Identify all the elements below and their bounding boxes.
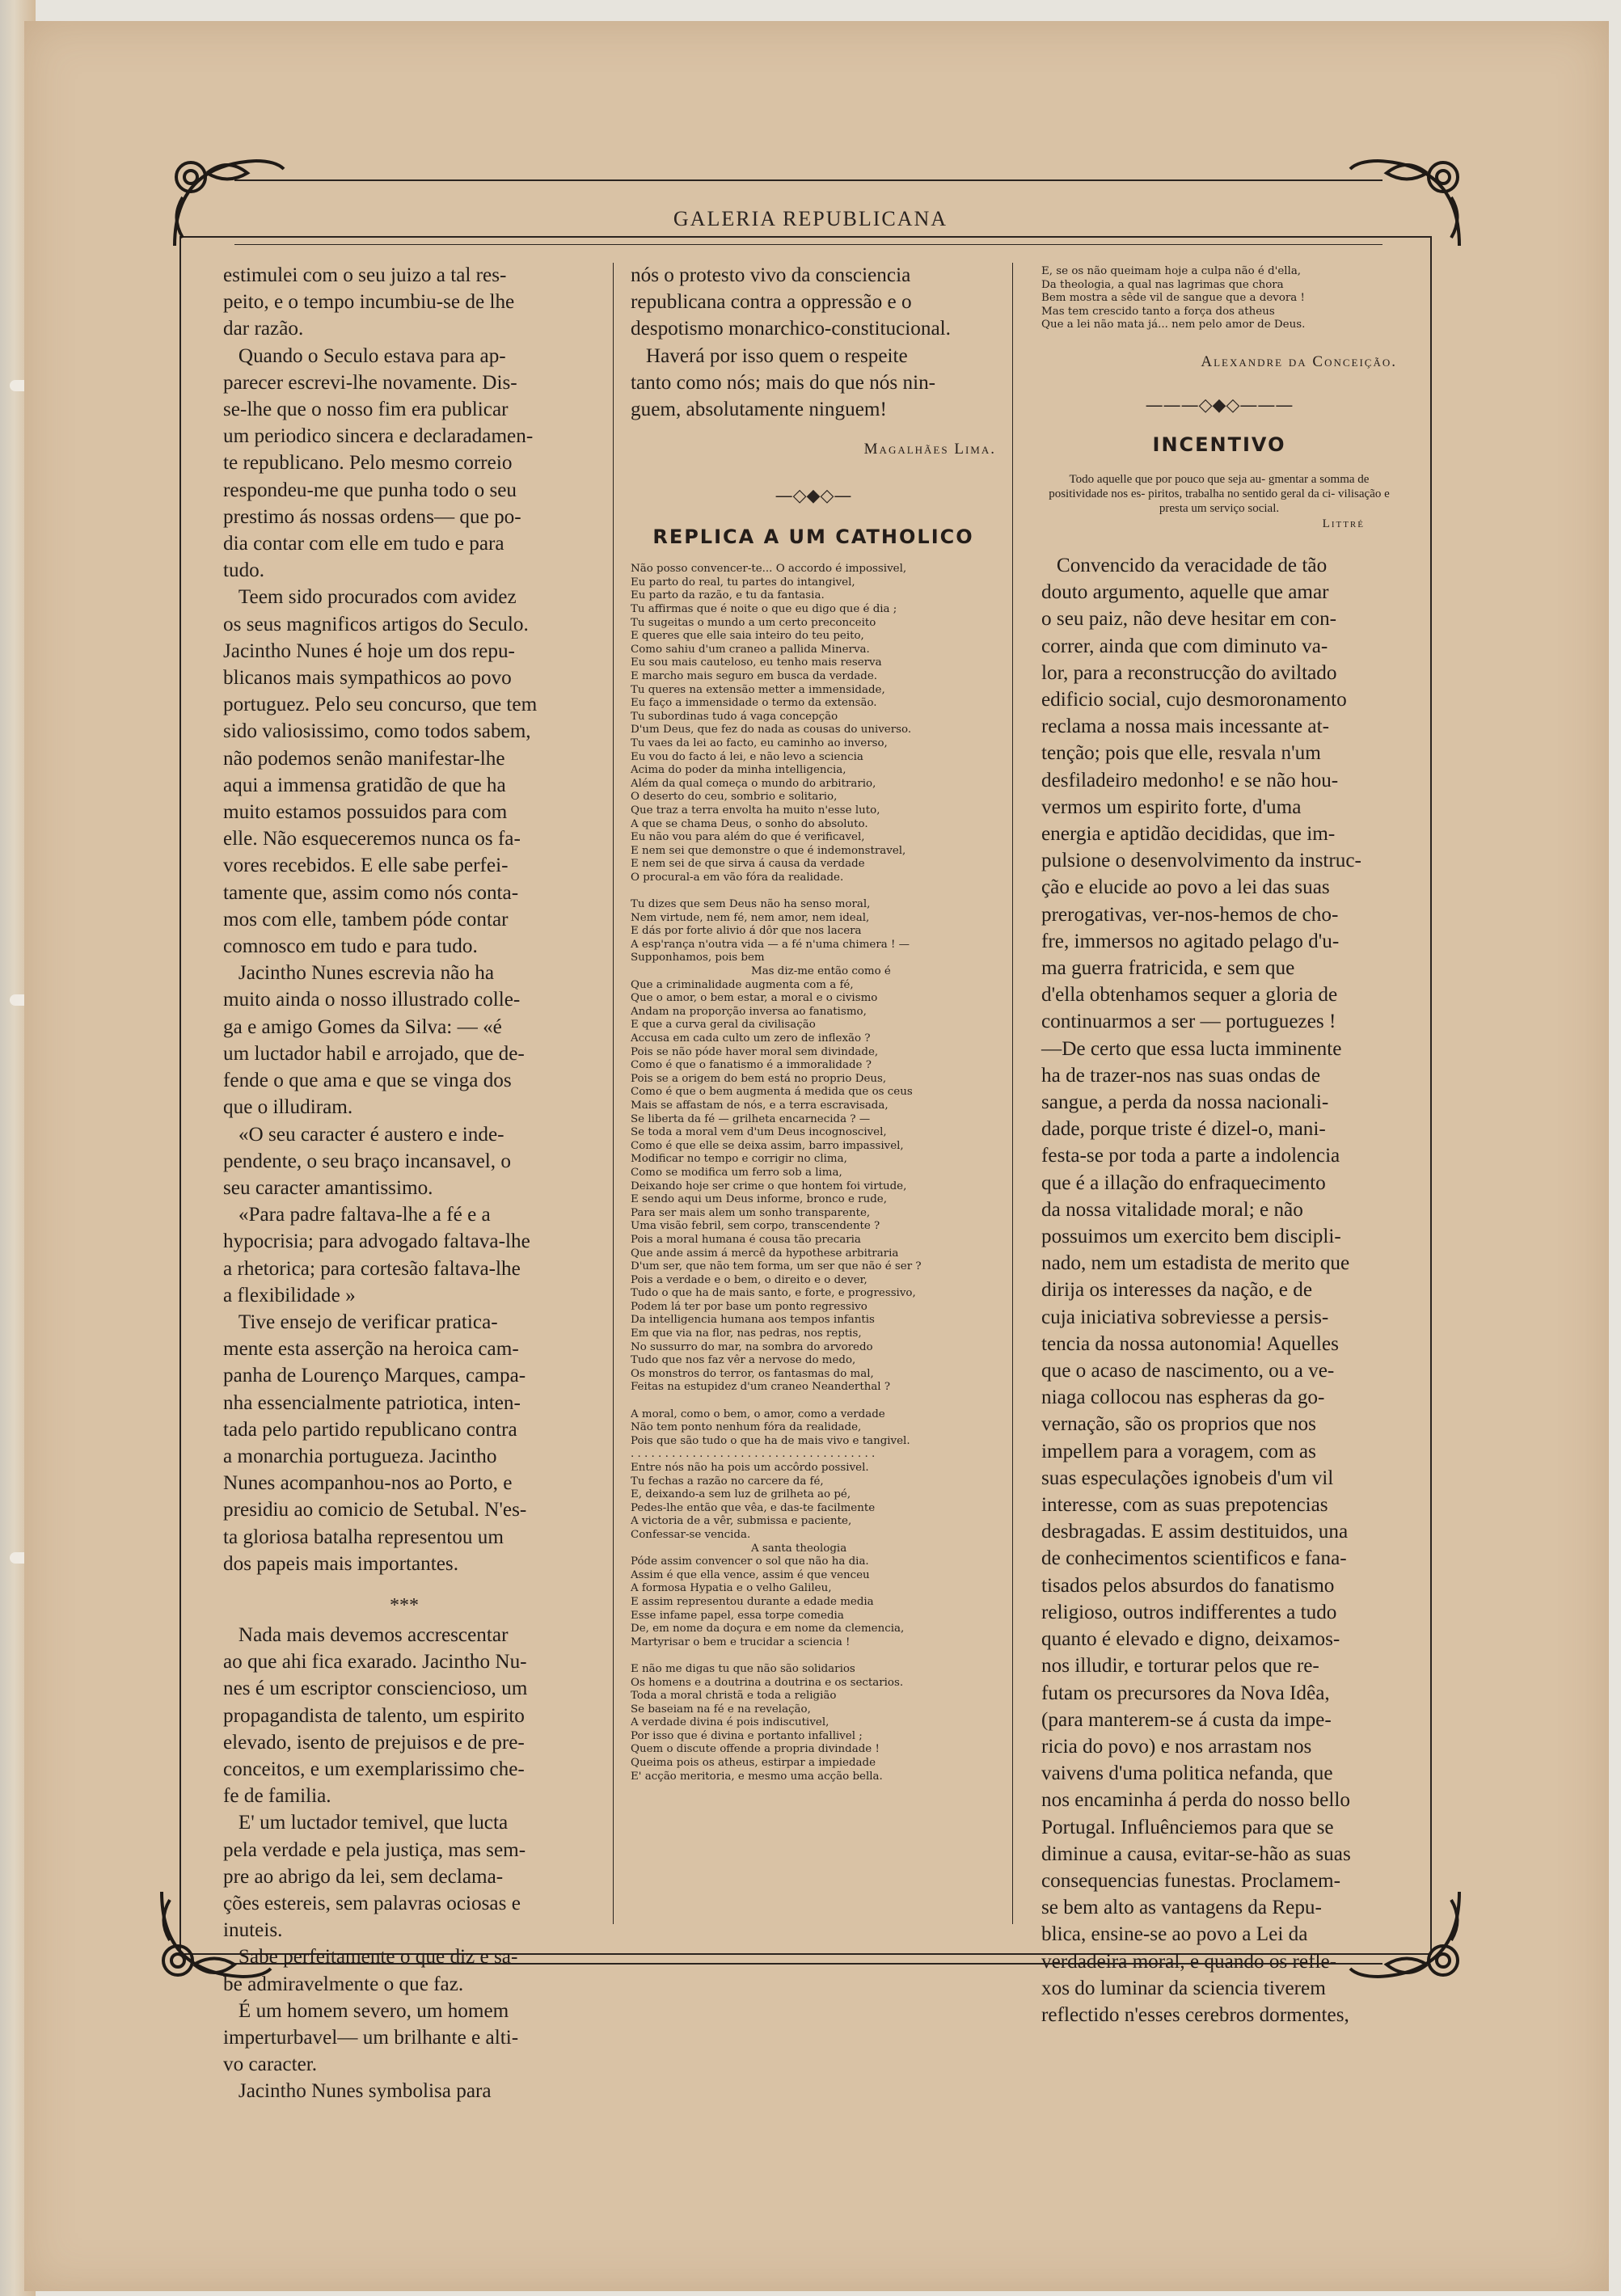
corner-ornament-icon xyxy=(1346,141,1475,262)
column-3 xyxy=(1041,265,1397,2028)
section-title: INCENTIVO xyxy=(1152,433,1286,456)
author-signature: Magalhães Lima. xyxy=(863,441,996,458)
article-text: estimulei com o seu juizo a tal res- peito, e o tempo incumbiu-se de lhe dar razão. Quando o Seculo estava para ap- parecer escrevi-lhe novamente. Dis- se-lhe que o nosso fim era publicar um periodico sincera e declaradamen- te republicano. Pelo mesmo correio respondeu-me que punha todo o seu prestimo ás nossas ordens— que po- dia contar com elle em tudo e para tudo. Teem sido procurados com avidez os seus magnificos artigos do Seculo. Jacintho Nunes é hoje um dos repu- blicanos mais sympathicos ao povo portuguez. Pelo seu concurso, que tem sido valiosissimo, como todos sabem, não podemos senão manifestar-lhe aqui a immensa gratidão de que ha muito estamos possuidos para com elle. Não esqueceremos nunca os fa- vores recebidos. E elle sabe perfei- tamente que, assim como nós conta- mos com elle, tambem póde contar comnosco em tudo e para tudo. Jacintho Nunes escrevia não ha muito ainda o nosso illustrado colle- ga e amigo Gomes da Silva: — «é um luctador habil e arrojado, que de- fende o que ama e que se vinga dos que o illudiram. «O seu caracter é austero e inde- pendente, o seu braço incansavel, o seu caracter amantissimo. «Para padre faltava-lhe a fé e a hypocrisia; para advogado faltava-lhe a rhetorica; para cortesão faltava-lhe a flexibilidade » Tive ensejo de verificar pratica- mente esta asserção na heroica cam- panha de Lourenço Marques, campa- nha essencialmente patriotica, inten- tada pelo partido republicano contra a monarchia portugueza. Jacintho Nunes acompanhou-nos ao Porto, e presidiu ao comicio de Setubal. N'es- ta gloriosa batalha representou um dos papeis mais importantes. xyxy=(223,264,538,1575)
author-signature: Alexandre da Conceição. xyxy=(1201,352,1397,370)
section-break: *** xyxy=(390,1594,419,1616)
flourish-divider-icon: ———◇◆◇——— xyxy=(1145,395,1294,416)
column-divider xyxy=(1012,263,1013,1924)
running-header: GALERIA REPUBLICANA xyxy=(673,207,948,230)
corner-ornament-icon xyxy=(158,141,288,262)
column-1 xyxy=(223,262,585,2105)
flourish-divider-icon: —◇◆◇— xyxy=(775,486,852,507)
poem-text: E, se os não queimam hoje a culpa não é d'ella, Da theologia, a qual nas lagrimas que chora Bem mostra a sêde vil de sangue que a devora ! Mas tem crescido tanto a força dos atheus Que a lei não mata já... nem pelo amor de Deus. xyxy=(1041,265,1306,331)
column-divider xyxy=(613,263,614,1924)
article-text: nós o protesto vivo da consciencia republicana contra a oppressão e o despotismo monarchico-constitucional. Haverá por isso quem o respeite tanto como nós; mais do que nós nin- guem, absolutamente ninguem! xyxy=(631,264,951,421)
epigraph: Todo aquelle que por pouco que seja au- gmentar a somma de positividade nos es- piritos, trabalha no sentido geral da ci- vilisação e presta um serviço social. xyxy=(1049,472,1390,515)
article-text: Nada mais devemos accrescentar ao que ahi fica exarado. Jacintho Nu- nes é um escriptor consciencioso, um propagandista de talento, um espirito elevado, isento de prejuisos e de pre- conceitos, e um exemplarissimo che- fe de familia. E' um luctador temivel, que lucta pela verdade e pela justiça, mas sem- pre ao abrigo da lei, sem declama- ções estereis, sem palavras ociosas e inuteis. Sabe perfeitamente o que diz e sa- be admiravelmente o que faz. É um homem severo, um homem imperturbavel— um brilhante e alti- vo caracter. Jacintho Nunes symbolisa para xyxy=(223,1623,528,2103)
column-2 xyxy=(631,262,996,1783)
epigraph-author: Littré xyxy=(1322,517,1365,530)
poem-text: Não posso convencer-te... O accordo é impossivel, Eu parto do real, tu partes do intangivel, Eu parto da razão, e tu da fantasia. Tu affirmas que é noite o que eu digo que é dia ; Tu sugeitas o mundo a um certo preconceito E queres que elle saia inteiro do teu peito, Como sahiu d'um craneo a pallida Minerva. Eu sou mais cauteloso, eu tenho mais reserva E marcho mais seguro em busca da verdade. Tu queres na extensão metter a immensidade, Eu faço a immensidade o termo da extensão. Tu subordinas tudo á vaga concepção D'um Deus, que fez do nada as cousas do universo. Tu vaes da lei ao facto, eu caminho ao inverso, Eu vou do facto á lei, e não levo a sciencia Acima do poder da minha intelligencia, Além da qual começa o mundo do arbitrario, O deserto do ceu, sombrio e solitario, Que traz a terra envolta ha muito n'esse luto, A que se chama Deus, o sonho do absoluto. Eu não vou para além do que é verificavel, E nem sei que demonstre o que é indemonstravel, E nem sei de que sirva á causa da verdade O procural-a em vão fóra da realidade. Tu dizes que sem Deus não ha senso moral, Nem virtude, nem fé, nem amor, nem ideal, E dás por forte alivio á dôr que nos lacera A esp'rança n'outra vida — a fé n'uma chimera ! — Supponhamos, pois bem Mas diz-me então como é Que a criminalidade augmenta com a fé, Que o amor, o bem estar, a moral e o civismo Andam na proporção inversa ao fanatismo, E que a curva geral da civilisação Accusa em cada culto um zero de inflexão ? Pois se não póde haver moral sem divindade, Como é que o fanatismo é a immoralidade ? Pois se a origem do bem está no proprio Deus, Como é que o bem augmenta á medida que os ceus Mais se affastam de nós, e a terra escravisada, Se liberta da fé — grilheta encarnecida ? — Se toda a moral vem d'um Deus incognoscivel, Como é que elle se deixa assim, barro impassivel, Modificar no tempo e corrigir no clima, Como se modifica um ferro sob a lima, Deixando hoje ser crime o que hontem foi virtude, E sendo aqui um Deus informe, bronco e rude, Para ser mais alem um sonho transparente, Uma visão febril, sem corpo, transcendente ? Pois a moral humana é cousa tão precaria Que ande assim á mercê da hypothese arbitraria D'um ser, que não tem forma, um ser que não é ser ? Pois a verdade e o bem, o direito e o dever, Tudo o que ha de mais santo, e forte, e progressivo, Podem lá ter por base um ponto regressivo Da intelligencia humana aos tempos infantis Em que via na flor, nas pedras, nos reptis, No sussurro do mar, na sombra do arvoredo Tudo que nos faz vêr a nervose do medo, Os monstros do terror, os fantasmas do mal, Feitas na estupidez d'um craneo Neanderthal ? A moral, como o bem, o amor, como a verdade Não tem ponto nenhum fóra da realidade, Pois que são tudo o que ha de mais vivo e tangivel. . . . . . . . . . . . . . . . . . . . . . . . . . . . . . . . . . . . . Entre nós não ha pois um accôrdo possivel. Tu fechas a razão no carcere da fé, E, deixando-a sem luz de grilheta ao pé, Pedes-lhe então que vêa, e das-te facilmente A victoria de a vêr, submissa e paciente, Confessar-se vencida. A santa theologia Póde assim convencer o sol que não ha dia. Assim é que ella vence, assim é que venceu A formosa Hypatia e o velho Galileu, E assim representou durante a edade media Esse infame papel, essa torpe comedia De, em nome da doçura e em nome da clemencia, Martyrisar o bem e trucidar a sciencia ! E não me digas tu que não são solidarios Os homens e a doutrina a doutrina e os sectarios. Toda a moral christã e toda a religião Se baseiam na fé e na revelação, A verdade divina é pois indiscutivel, Por isso que é divina e portanto infallivel ; Quem o discute offende a propria divindade ! Queima pois os atheus, estirpar a impiedade E' acção meritoria, e mesmo uma acção bella. xyxy=(631,563,922,1783)
header-rule xyxy=(234,244,1382,245)
poem-title: REPLICA A UM CATHOLICO xyxy=(652,525,974,549)
article-text: Convencido da veracidade de tão douto argumento, aquelle que amar o seu paiz, não deve hesitar em con- correr, ainda que com diminuto va- lor, para a reconstrucção do aviltado edificio social, cujo desmoronamento reclama a nossa mais incessante at- tenção; pois que elle, resvala n'um desfiladeiro medonho! e se não hou- vermos um espirito forte, d'uma energia e aptidão decididas, que im- pulsione o desenvolvimento da instruc- ção e elucide ao povo a lei das suas prerogativas, ver-nos-hemos de cho- fre, immersos no agitado pelago d'u- ma guerra fratricida, e sem que d'ella obtenhamos sequer a gloria de continuarmos a ser — portuguezes ! —De certo que essa lucta imminente ha de trazer-nos nas suas ondas de sangue, a perda da nossa nacionali- dade, porque triste é dizel-o, mani- festa-se por toda a parte a indolencia que é a illação do enfraquecimento da nossa vitalidade moral; e não possuimos um exercito bem discipli- nado, nem um estadista de merito que dirija os interesses da nação, e de cuja iniciativa sobreviesse a persis- tencia da nossa autonomia! Aquelles que o acaso de nascimento, ou a ve- niaga collocou nas espheras da go- vernação, são os proprios que nos impellem para a voragem, com as suas especulações ignobeis d'um vil interesse, com as suas prepotencias desbragadas. E assim destituidos, una de conhecimentos scientificos e fana- tisados pelos absurdos do fanatismo religioso, outros indifferentes a tudo quanto é elevado e digno, deixamos- nos illudir, e torturar pelos que re- futam os precursores da Nova Idêa, (para manterem-se á custa da impe- ricia do povo) e nos arrastam nos vaivens d'uma politica nefanda, que nos encaminha á perda do nosso bello Portugal. Influênciemos para que se diminue a causa, evitar-se-hão as suas consequencias funestas. Proclamem- se bem alto as vantagens da Repu- blica, ensine-se ao povo a Lei da verdadeira moral, e quando os refle- xos do luminar da sciencia tiverem reflectido n'esses cerebros dormentes, xyxy=(1041,554,1361,2026)
top-rule xyxy=(234,179,1382,181)
